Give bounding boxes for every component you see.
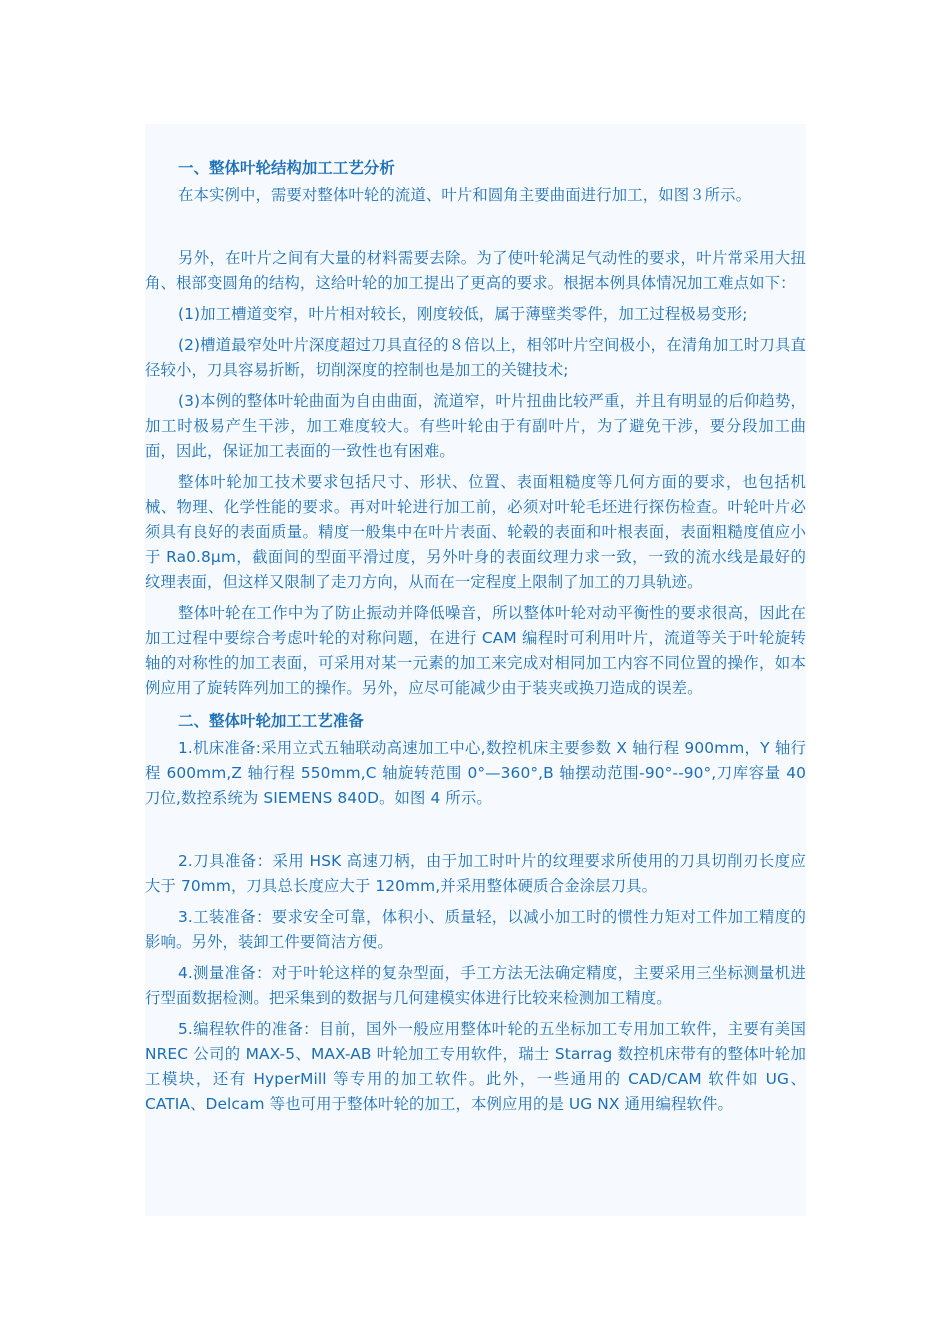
paragraph: (3)本例的整体叶轮曲面为自由曲面，流道窄，叶片扭曲比较严重，并且有明显的后仰趋势，加工时极易产生干涉，加工难度较大。有些叶轮由于有副叶片，为了避免干涉，要分段加工曲面，因此，保证加工表面的一致性也有困难。 — [145, 392, 806, 460]
paragraph: 2.刀具准备：采用 HSK 高速刀柄，由于加工时叶片的纹理要求所使用的刀具切削刃长度应大于 70mm，刀具总长度应大于 120mm,并采用整体硬质合金涂层刀具。 — [145, 852, 806, 895]
paragraph: 3.工装准备：要求安全可靠，体积小、质量轻，以减小加工时的惯性力矩对工件加工精度的影响。另外，装卸工件要简洁方便。 — [145, 908, 806, 951]
paragraph: 整体叶轮在工作中为了防止振动并降低噪音，所以整体叶轮对动平衡性的要求很高，因此在加工过程中要综合考虑叶轮的对称问题，在进行 CAM 编程时可利用叶片，流道等关于叶轮旋转轴的对称性的加工表面，可采用对某一元素的加工来完成对相同加工内容不同位置的操作，如本例应用了旋转阵列加工的操作。另外，应尽可能减少由于装夹或换刀造成的误差。 — [145, 604, 806, 697]
section-heading-1: 一、整体叶轮结构加工工艺分析 — [178, 159, 395, 177]
paragraph: (1)加工槽道变窄，叶片相对较长，刚度较低，属于薄壁类零件，加工过程极易变形; — [178, 305, 748, 323]
paragraph: 5.编程软件的准备：目前，国外一般应用整体叶轮的五坐标加工专用加工软件，主要有美国 NREC 公司的 MAX-5、MAX-AB 叶轮加工专用软件，瑞士 Starrag 数控机床带有的整体叶轮加工模块，还有 HyperMill 等专用的加工软件。此外，一些通用的 CAD/CAM 软件如 UG、CATIA、Delcam 等也可用于整体叶轮的加工，本例应用的是 UG NX 通用编程软件。 — [145, 1020, 806, 1113]
paragraph: 4.测量准备：对于叶轮这样的复杂型面，手工方法无法确定精度，主要采用三坐标测量机进行型面数据检测。把采集到的数据与几何建模实体进行比较来检测加工精度。 — [145, 964, 806, 1007]
section-heading-2: 二、整体叶轮加工工艺准备 — [178, 712, 364, 730]
document-body — [145, 154, 806, 1123]
paragraph: 整体叶轮加工技术要求包括尺寸、形状、位置、表面粗糙度等几何方面的要求，也包括机械、物理、化学性能的要求。再对叶轮进行加工前，必须对叶轮毛坯进行探伤检查。叶轮叶片必须具有良好的表面质量。精度一般集中在叶片表面、轮毂的表面和叶根表面，表面粗糙度值应小于 Ra0.8μm，截面间的型面平滑过度，另外叶身的表面纹理力求一致，一致的流水线是最好的纹理表面，但这样又限制了走刀方向，从而在一定程度上限制了加工的刀具轨迹。 — [145, 473, 806, 591]
figure-placeholder-4 — [145, 817, 806, 849]
paragraph: 1.机床准备:采用立式五轴联动高速加工中心,数控机床主要参数 X 轴行程 900mm，Y 轴行程 600mm,Z 轴行程 550mm,C 轴旋转范围 0°—360°,B 轴摆动范围-90°--90°,刀库容量 40 刀位,数控系统为 SIEMENS 840D。如图 4 所示。 — [145, 739, 806, 807]
paragraph: 另外，在叶片之间有大量的材料需要去除。为了使叶轮满足气动性的要求，叶片常采用大扭角、根部变圆角的结构，这给叶轮的加工提出了更高的要求。根据本例具体情况加工难点如下： — [145, 249, 806, 292]
paragraph: (2)槽道最窄处叶片深度超过刀具直径的８倍以上，相邻叶片空间极小，在清角加工时刀具直径较小，刀具容易折断，切削深度的控制也是加工的关键技术; — [145, 336, 806, 379]
figure-placeholder-3 — [145, 214, 806, 246]
paragraph: 在本实例中，需要对整体叶轮的流道、叶片和圆角主要曲面进行加工，如图３所示。 — [178, 186, 752, 204]
